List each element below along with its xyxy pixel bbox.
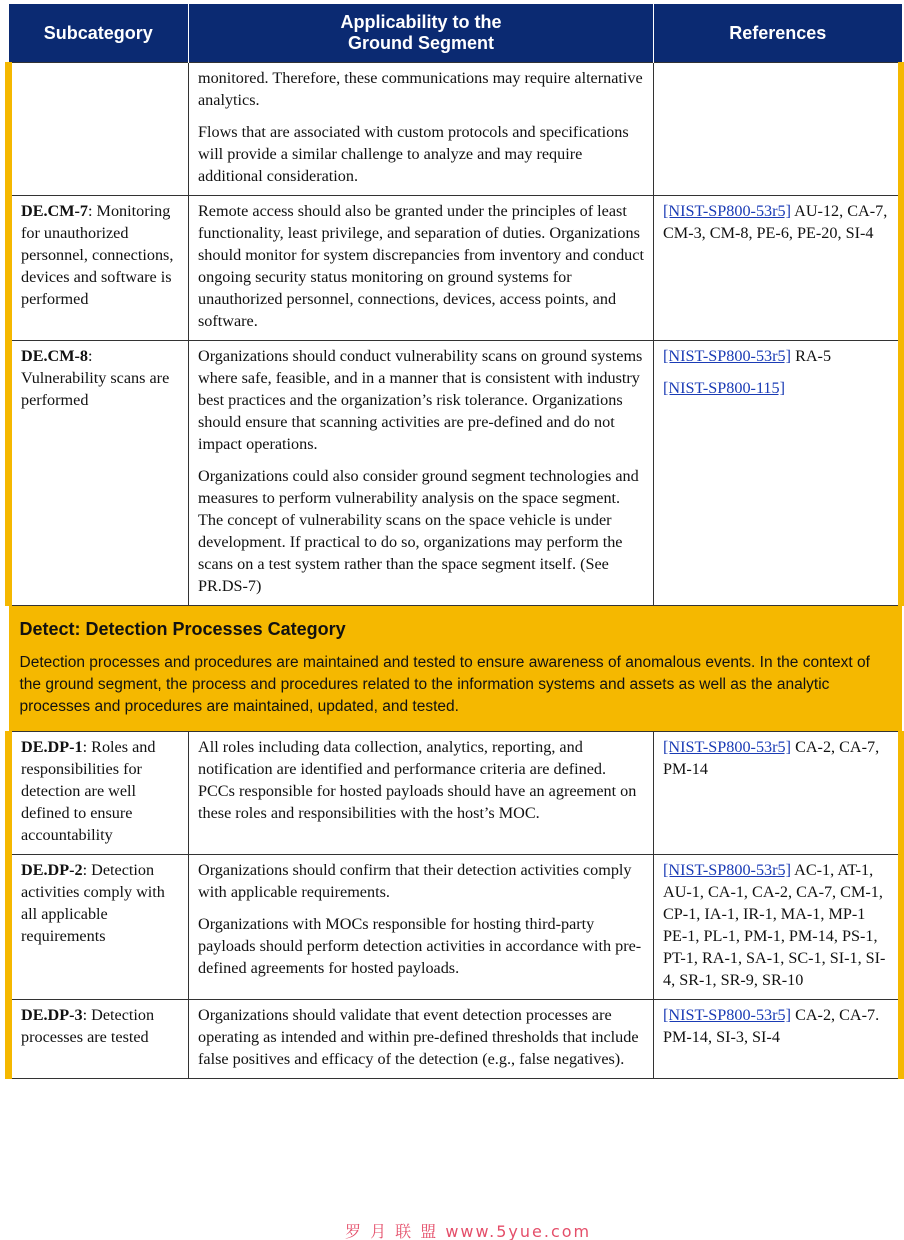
reference-controls: CA-2, CA-7. PM-14, SI-3, SI-4 bbox=[663, 1006, 880, 1046]
subcategory-id: DE.CM-8 bbox=[21, 347, 88, 365]
table-header-row bbox=[9, 4, 902, 63]
table-row bbox=[9, 63, 902, 196]
subcategory-cell bbox=[9, 855, 189, 1000]
header-applicability-line2: Ground Segment bbox=[347, 33, 494, 53]
applicability-cell bbox=[189, 732, 654, 855]
references-cell bbox=[654, 196, 902, 341]
subcategory-id: DE.CM-7 bbox=[21, 202, 88, 220]
subcategory-desc: : Monitoring for unauthorized personnel, connections, devices and software is performed bbox=[21, 202, 174, 308]
reference-link[interactable]: [NIST-SP800-53r5] bbox=[663, 347, 792, 365]
reference-controls: RA-5 bbox=[791, 347, 832, 365]
applicability-cell bbox=[189, 1000, 654, 1079]
reference-link[interactable]: [NIST-SP800-115] bbox=[663, 379, 786, 397]
references-cell-empty bbox=[654, 63, 902, 196]
reference-link[interactable]: [NIST-SP800-53r5] bbox=[663, 861, 792, 879]
paragraph: All roles including data collection, analytics, reporting, and notification are identified and performance criteria are defined. PCCs responsible for hosted payloads should have an agreement on these roles and responsibilities with the host’s MOC. bbox=[198, 738, 637, 822]
applicability-cell bbox=[189, 341, 654, 606]
table-row bbox=[9, 855, 902, 1000]
subcategory-cell bbox=[9, 196, 189, 341]
subcategory-cell bbox=[9, 1000, 189, 1079]
subcategory-id: DE.DP-2 bbox=[21, 861, 83, 879]
paragraph: Organizations should confirm that their detection activities comply with applicable requirements. bbox=[198, 861, 632, 901]
category-description: Detection processes and procedures are maintained and tested to ensure awareness of anomalous events. In the context of the ground segment, the process and procedures related to the information systems and assets as well as the analytic processes and procedures are maintained, updated, and tested. bbox=[19, 654, 870, 715]
applicability-cell bbox=[189, 196, 654, 341]
header-applicability bbox=[189, 4, 654, 63]
category-row bbox=[9, 606, 902, 732]
table-row bbox=[9, 196, 902, 341]
reference-link[interactable]: [NIST-SP800-53r5] bbox=[663, 738, 792, 756]
references-cell bbox=[654, 341, 902, 606]
table-row bbox=[9, 732, 902, 855]
header-applicability-line1: Applicability to the bbox=[340, 12, 502, 32]
paragraph: monitored. Therefore, these communications may require alternative analytics. bbox=[198, 69, 643, 109]
ground-segment-table bbox=[5, 4, 904, 1079]
reference-controls: AU-12, CA-7, CM-3, CM-8, PE-6, PE-20, SI-4 bbox=[663, 202, 888, 242]
subcategory-desc: : Detection activities comply with all applicable requirements bbox=[21, 861, 165, 945]
paragraph: Organizations could also consider ground segment technologies and measures to perform vulnerability analysis on the space segment. The concept of vulnerability scans on the space vehicle is under development. If practical to do so, organizations may perform the scans on a test system rather than the space segment itself. (See PR.DS-7) bbox=[198, 467, 639, 595]
category-cell bbox=[9, 606, 902, 732]
subcategory-desc: : Detection processes are tested bbox=[21, 1006, 155, 1046]
subcategory-desc: : Roles and responsibilities for detection are well defined to ensure accountability bbox=[21, 738, 156, 844]
subcategory-cell-empty bbox=[9, 63, 189, 196]
subcategory-id: DE.DP-1 bbox=[21, 738, 83, 756]
reference-controls: AC-1, AT-1, AU-1, CA-1, CA-2, CA-7, CM-1, CP-1, IA-1, IR-1, MA-1, MP-1 PE-1, PL-1, PM-1, PM-14, PS-1, PT-1, RA-1, SA-1, SC-1, SI-1, SI-4, SR-1, SR-9, SR-10 bbox=[663, 861, 886, 989]
reference-controls: CA-2, CA-7, PM-14 bbox=[663, 738, 880, 778]
applicability-cell bbox=[189, 855, 654, 1000]
paragraph: Organizations should validate that event detection processes are operating as intended and within pre-defined thresholds that include false positives and efficacy of the detection (e.g., false negatives). bbox=[198, 1006, 639, 1068]
subcategory-cell bbox=[9, 732, 189, 855]
paragraph: Organizations should conduct vulnerability scans on ground systems where safe, feasible, and in a manner that is consistent with industry best practices and the organization’s risk tolerance. Organizations should ensure that scanning activities are pre-defined and do not impact operations. bbox=[198, 347, 643, 453]
subcategory-cell bbox=[9, 341, 189, 606]
reference-link[interactable]: [NIST-SP800-53r5] bbox=[663, 1006, 792, 1024]
header-references: References bbox=[654, 4, 902, 63]
references-cell bbox=[654, 732, 902, 855]
watermark-text: 罗 月 联 盟 www.5yue.com bbox=[345, 1222, 592, 1240]
table-row bbox=[9, 341, 902, 606]
paragraph: Flows that are associated with custom protocols and specifications will provide a similar challenge to analyze and may require additional consideration. bbox=[198, 123, 629, 185]
category-title: Detect: Detection Processes Category bbox=[19, 619, 346, 639]
applicability-cell bbox=[189, 63, 654, 196]
header-subcategory: Subcategory bbox=[9, 4, 189, 63]
references-cell bbox=[654, 1000, 902, 1079]
reference-link[interactable]: [NIST-SP800-53r5] bbox=[663, 202, 792, 220]
subcategory-id: DE.DP-3 bbox=[21, 1006, 83, 1024]
references-cell bbox=[654, 855, 902, 1000]
subcategory-desc: : Vulnerability scans are performed bbox=[21, 347, 170, 409]
paragraph: Remote access should also be granted under the principles of least functionality, least privilege, and separation of duties. Organizations should monitor for system discrepancies from inventory and conduct ongoing security status monitoring on ground systems for unauthorized personnel, connections, devices, access points, and software. bbox=[198, 202, 644, 330]
paragraph: Organizations with MOCs responsible for hosting third-party payloads should perform detection activities in accordance with pre-defined agreements for hosted payloads. bbox=[198, 915, 642, 977]
table-row bbox=[9, 1000, 902, 1079]
